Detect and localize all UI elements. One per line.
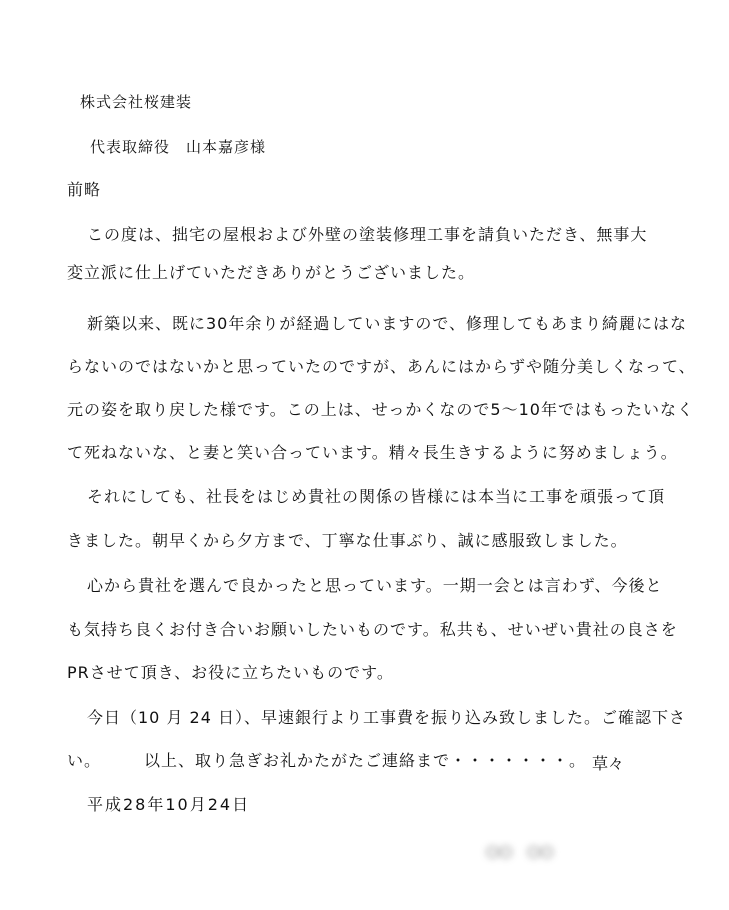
- body-line: 変立派に仕上げていただきありがとうございました。: [67, 263, 476, 282]
- greeting: 前略: [67, 180, 102, 199]
- body-line: い。 以上、取り急ぎお礼かたがたご連絡まで・・・・・・・。: [67, 751, 587, 770]
- letter-date: 平成28年10月24日: [87, 795, 251, 814]
- closing-phrase: 草々: [592, 754, 625, 773]
- body-line: も気持ち良くお付き合いお願いしたいものです。私共も、せいぜい貴社の良さを: [67, 620, 678, 639]
- body-line: PRさせて頂き、お役に立ちたいものです。: [67, 663, 394, 682]
- addressee-name: 代表取締役 山本嘉彦様: [90, 138, 267, 156]
- body-line: らないのではないかと思っていたのですが、あんにはからずや随分美しくなって、: [67, 357, 696, 376]
- body-line: きました。朝早くから夕方まで、丁寧な仕事ぶり、誠に感服致しました。: [67, 531, 628, 550]
- blurred-signature: ○○ ○○: [486, 842, 554, 860]
- body-line: 今日（10 月 24 日）、早速銀行より工事費を振り込み致しました。ご確認下さ: [87, 708, 686, 727]
- body-line: て死ねないな、と妻と笑い合っています。精々長生きするように努めましょう。: [67, 443, 678, 462]
- body-line: 新築以来、既に30年余りが経過していますので、修理してもあまり綺麗にはな: [87, 314, 688, 333]
- body-line: 心から貴社を選んで良かったと思っています。一期一会とは言わず、今後と: [87, 576, 663, 595]
- body-line: 元の姿を取り戻した様です。この上は、せっかくなので5～10年ではもったいなく: [67, 400, 694, 419]
- body-line: この度は、拙宅の屋根および外壁の塗装修理工事を請負いただき、無事大: [87, 225, 648, 244]
- body-line: それにしても、社長をはじめ貴社の関係の皆様には本当に工事を頑張って頂: [87, 487, 666, 506]
- company-name: 株式会社桜建装: [80, 93, 193, 111]
